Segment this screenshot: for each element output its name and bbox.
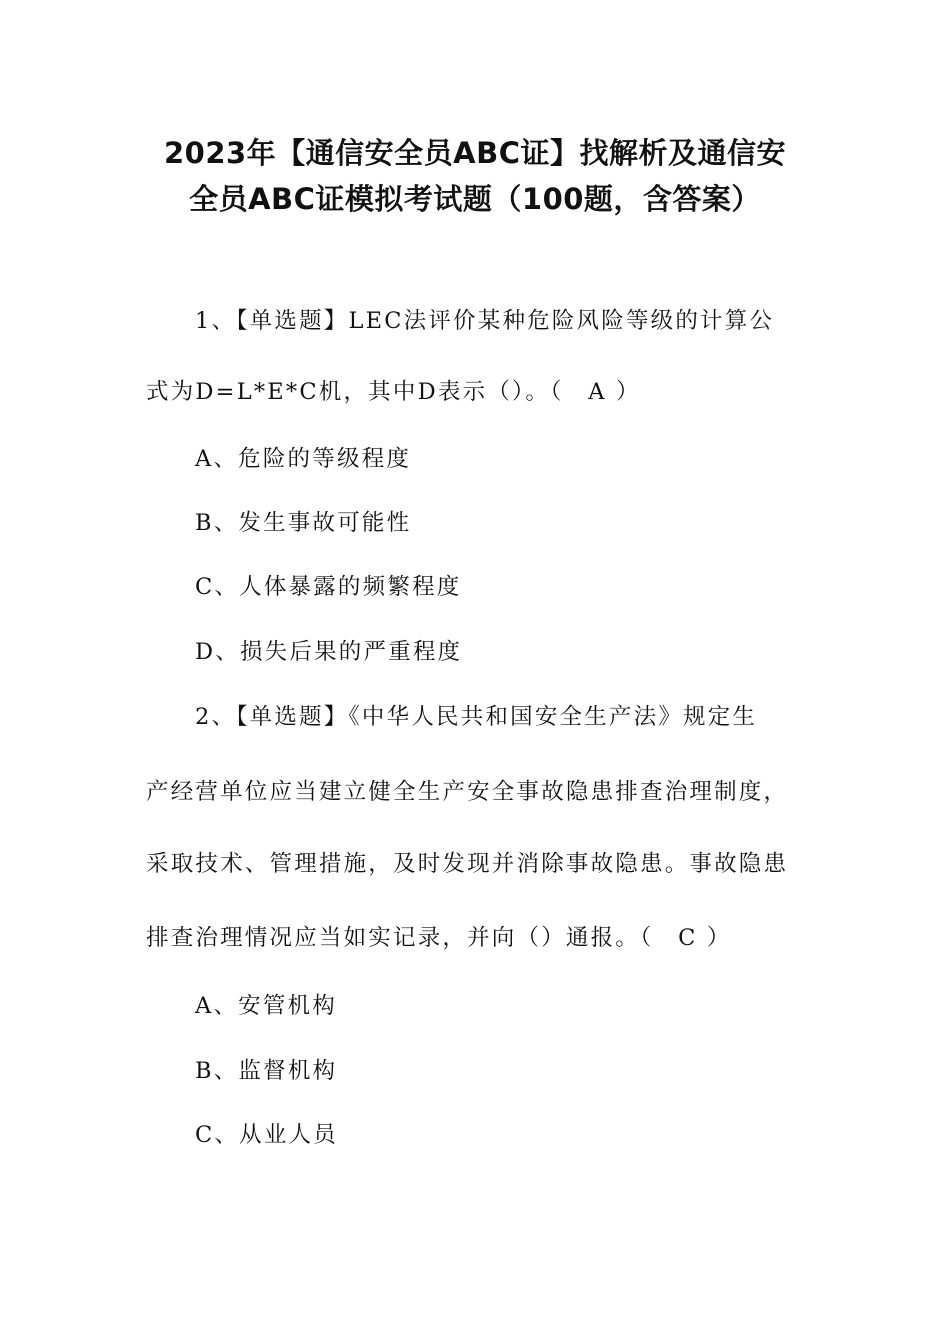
question-2-line-4: 排查治理情况应当如实记录，并向（）通报。（ C ） [146,925,732,951]
question-2-line-3: 采取技术、管理措施，及时发现并消除事故隐患。事故隐患 [146,851,789,877]
question-2-option-a: A、安管机构 [195,993,337,1019]
question-1-option-d: D、损失后果的严重程度 [195,639,463,665]
question-1-option-c: C、人体暴露的频繁程度 [195,574,462,600]
question-1-line-1: 1、【单选题】LEC法评价某种危险风险等级的计算公 [195,308,775,334]
question-2-line-2: 产经营单位应当建立健全生产安全事故隐患排查治理制度， [146,779,789,805]
title-line-1: 2023年【通信安全员ABC证】找解析及通信安 [163,136,787,170]
question-2-line-1: 2、【单选题】《中华人民共和国安全生产法》规定生 [195,704,758,730]
question-2-option-c: C、从业人员 [195,1122,338,1148]
question-2-option-b: B、监督机构 [195,1058,338,1084]
document-title [120,130,830,222]
question-1-line-2: 式为D=L*E*C机，其中D表示（）。（ A ） [146,379,641,405]
question-1-option-b: B、发生事故可能性 [195,510,412,536]
question-1-option-a: A、危险的等级程度 [195,446,412,472]
title-line-2: 全员ABC证模拟考试题（100题，含答案） [189,182,761,216]
